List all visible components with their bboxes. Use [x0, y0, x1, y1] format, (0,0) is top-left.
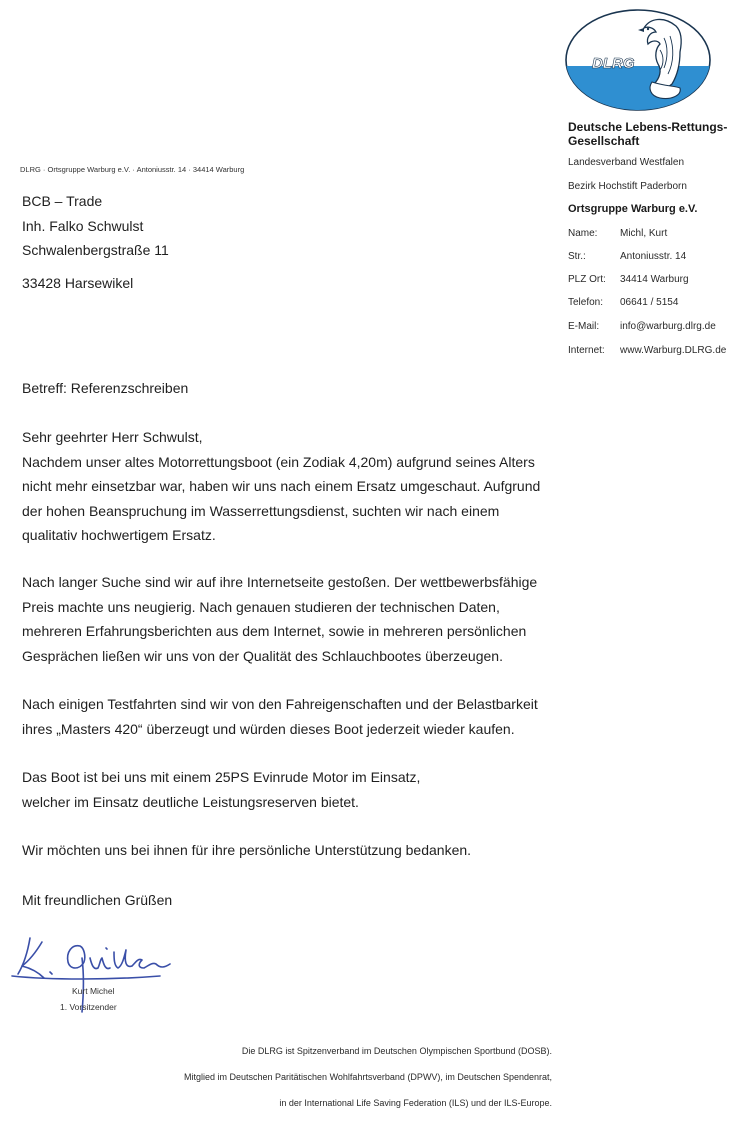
contact-street-label: Str.: — [568, 251, 586, 262]
letter-paragraph-4 — [22, 765, 562, 814]
paragraph-line: qualitativ hochwertigem Ersatz. — [22, 527, 216, 543]
paragraph-line: Nach einigen Testfahrten sind wir von den Fahreigenschaften und der Belastbarkeit — [22, 696, 538, 712]
paragraph-line: Gesprächen ließen wir uns von der Qualität des Schlauchbootes überzeugen. — [22, 647, 503, 664]
contact-phone-value: 06641 / 5154 — [620, 297, 679, 308]
paragraph-line: Preis machte uns neugierig. Nach genauen studieren der technischen Daten, — [22, 598, 500, 615]
recipient-company: BCB – Trade — [22, 193, 103, 209]
recipient-city: 33428 Harsewikel — [22, 275, 134, 291]
org-region: Landesverband Westfalen — [568, 157, 685, 168]
org-name-line1: Deutsche Lebens-Rettungs- — [568, 120, 728, 134]
paragraph-line: Wir möchten uns bei ihnen für ihre persönliche Unterstützung bedanken. — [22, 842, 472, 858]
closing-text: Mit freundlichen Grüßen — [22, 892, 173, 908]
salutation: Sehr geehrter Herr Schwulst, — [22, 429, 203, 445]
paragraph-line: ihres „Masters 420“ überzeugt und würden dieses Boot jederzeit wieder kaufen. — [22, 720, 515, 737]
paragraph-line: Das Boot ist bei uns mit einem 25PS Evinrude Motor im Einsatz, — [22, 769, 421, 785]
org-local-group: Ortsgruppe Warburg e.V. — [568, 203, 698, 215]
letter-paragraph-1 — [22, 425, 562, 548]
paragraph-line: mehreren Erfahrungsberichten aus dem Internet, sowie in mehreren persönlichen — [22, 623, 527, 639]
paragraph-line: welcher im Einsatz deutliche Leistungsreserven bietet. — [22, 793, 359, 810]
footer-line-1: Die DLRG ist Spitzenverband im Deutschen Olympischen Sportbund (DOSB). — [241, 1046, 552, 1056]
contact-city-label: PLZ Ort: — [568, 274, 606, 285]
paragraph-line: Nachdem unser altes Motorrettungsboot (ein Zodiak 4,20m) aufgrund seines Alters — [22, 453, 535, 470]
contact-email-value: info@warburg.dlrg.de — [620, 321, 716, 332]
contact-email-label: E-Mail: — [568, 321, 600, 332]
letter-paragraph-2 — [22, 570, 562, 668]
contact-web-label: Internet: — [568, 345, 605, 356]
contact-web-value: www.Warburg.DLRG.de — [620, 345, 727, 356]
recipient-owner: Inh. Falko Schwulst — [22, 218, 144, 234]
paragraph-line: nicht mehr einsetzbar war, haben wir uns nach einem Ersatz umgeschaut. Aufgrund — [22, 478, 541, 494]
contact-name-value: Michl, Kurt — [620, 228, 668, 239]
paragraph-line: Nach langer Suche sind wir auf ihre Internetseite gestoßen. Der wettbewerbsfähige — [22, 574, 538, 590]
footer-line-3: in der International Life Saving Federation (ILS) und der ILS-Europe. — [279, 1098, 552, 1108]
recipient-street: Schwalenbergstraße 11 — [22, 242, 169, 258]
contact-name-label: Name: — [568, 228, 598, 239]
contact-street-value: Antoniusstr. 14 — [620, 251, 687, 262]
sender-return-line: DLRG · Ortsgruppe Warburg e.V. · Antoniusstr. 14 · 34414 Warburg — [20, 165, 245, 174]
letter-subject — [22, 376, 562, 401]
letter-paragraph-5 — [22, 838, 562, 863]
subject-text: Betreff: Referenzschreiben — [22, 380, 189, 396]
letter-closing — [22, 888, 562, 913]
org-name — [568, 120, 743, 148]
letter-paragraph-3 — [22, 692, 562, 741]
footer-line-2: Mitglied im Deutschen Paritätischen Wohlfahrtsverband (DPWV), im Deutschen Spendenrat, — [184, 1072, 552, 1082]
signatory-name: Kurt Michel — [72, 986, 115, 996]
org-name-line2: Gesellschaft — [568, 134, 640, 148]
org-district: Bezirk Hochstift Paderborn — [568, 181, 687, 192]
contact-phone-label: Telefon: — [568, 297, 604, 308]
dlrg-eagle-logo — [564, 8, 712, 112]
signatory-role: 1. Vorsitzender — [60, 1002, 117, 1012]
paragraph-line: der hohen Beanspruchung im Wasserrettungsdienst, suchten wir nach einem — [22, 502, 500, 519]
logo-text: DLRG — [592, 55, 635, 72]
contact-city-value: 34414 Warburg — [620, 274, 689, 285]
